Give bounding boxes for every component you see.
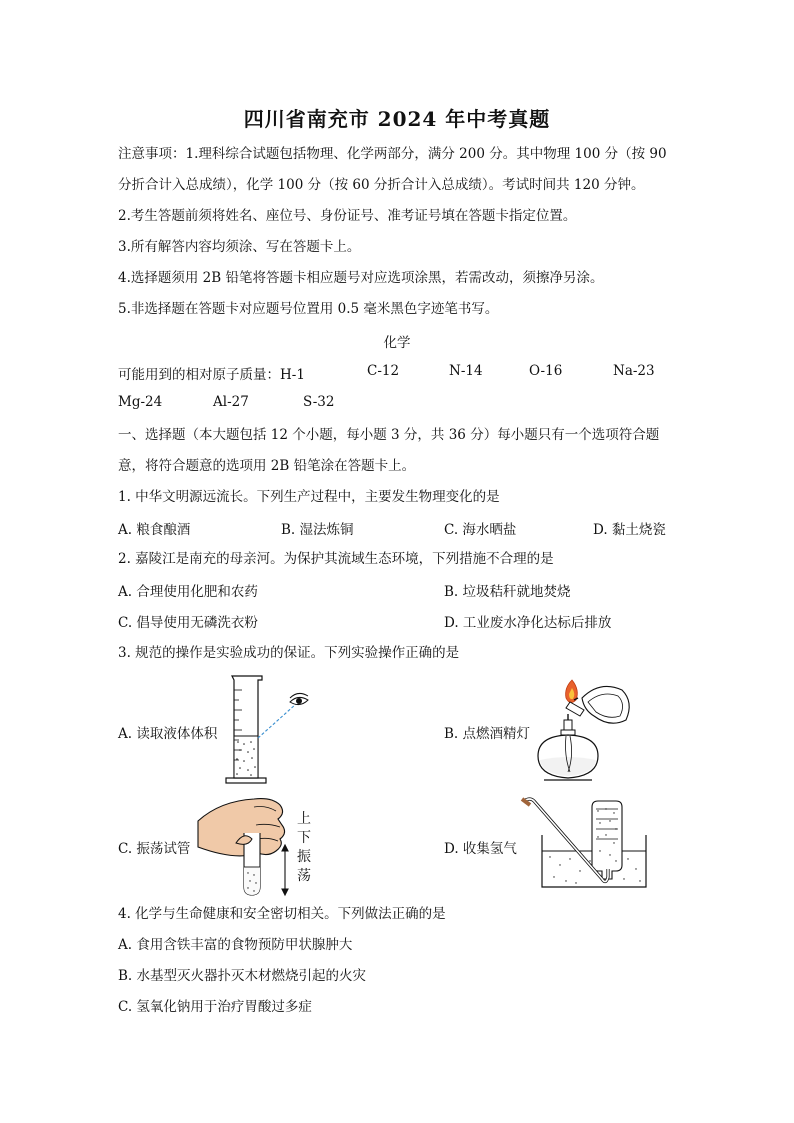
shake-label-1: 上 bbox=[297, 811, 311, 827]
double-arrow-icon bbox=[282, 845, 288, 895]
shake-label-2: 下 bbox=[297, 830, 311, 846]
atomic-mass-n: N-14 bbox=[449, 363, 483, 379]
atomic-mass-o: O-16 bbox=[529, 363, 563, 379]
section-line-1: 一、选择题（本大题包括 12 个小题，每小题 3 分，共 36 分）每小题只有一个选项符合题 bbox=[118, 427, 660, 443]
atomic-mass-label: 可能用到的相对原子质量：H-1 bbox=[118, 367, 305, 383]
notice-item-4: 4.选择题须用 2B 铅笔将答题卡相应题号对应选项涂黑，若需改动，须擦净另涂。 bbox=[118, 270, 604, 286]
q2-option-c: C. 倡导使用无磷洗衣粉 bbox=[118, 615, 258, 631]
q1-option-b: B. 湿法炼铜 bbox=[281, 522, 354, 538]
q3-option-c: C. 振荡试管 bbox=[118, 841, 191, 857]
section-line-2: 意，将符合题意的选项用 2B 铅笔涂在答题卡上。 bbox=[118, 458, 416, 474]
q2-option-d: D. 工业废水净化达标后排放 bbox=[444, 615, 612, 631]
q4-option-c: C. 氢氧化钠用于治疗胃酸过多症 bbox=[118, 999, 312, 1015]
cylinder-reading-figure bbox=[222, 672, 322, 790]
notice-line-1: 注意事项：1.理科综合试题包括物理、化学两部分，满分 200 分。其中物理 100 分（按 90 bbox=[118, 146, 667, 162]
q1-stem: 1. 中华文明源远流长。下列生产过程中，主要发生物理变化的是 bbox=[118, 489, 500, 505]
page-title: 四川省南充市 2024 年中考真题 bbox=[243, 107, 551, 131]
q4-option-a: A. 食用含铁丰富的食物预防甲状腺肿大 bbox=[118, 937, 353, 953]
shake-label-3: 振 bbox=[297, 849, 311, 865]
notice-line-2: 分折合计入总成绩），化学 100 分（按 60 分折合计入总成绩）。考试时间共 120 分钟。 bbox=[118, 177, 645, 193]
atomic-mass-c: C-12 bbox=[367, 363, 400, 379]
q3-option-d: D. 收集氢气 bbox=[444, 841, 517, 857]
q3-stem: 3. 规范的操作是实验成功的保证。下列实验操作正确的是 bbox=[118, 645, 460, 661]
q2-stem: 2. 嘉陵江是南充的母亲河。为保护其流域生态环境，下列措施不合理的是 bbox=[118, 551, 554, 567]
q4-option-b: B. 水基型灭火器扑灭木材燃烧引起的火灾 bbox=[118, 968, 367, 984]
q1-option-a: A. 粮食酿酒 bbox=[118, 522, 191, 538]
q3-option-a: A. 读取液体体积 bbox=[118, 726, 218, 742]
shake-label bbox=[297, 810, 311, 886]
notice-item-5: 5.非选择题在答题卡对应题号位置用 0.5 毫米黑色字迹笔书写。 bbox=[118, 301, 499, 317]
subject-heading: 化学 bbox=[383, 335, 411, 351]
notice-item-2: 2.考生答题前须将姓名、座位号、身份证号、准考证号填在答题卡指定位置。 bbox=[118, 208, 577, 224]
q1-option-d: D. 黏土烧瓷 bbox=[593, 522, 666, 538]
atomic-mass-na: Na-23 bbox=[613, 363, 655, 379]
atomic-mass-al: Al-27 bbox=[213, 394, 249, 410]
shake-label-4: 荡 bbox=[297, 868, 311, 884]
atomic-mass-mg: Mg-24 bbox=[118, 394, 163, 410]
q1-option-c: C. 海水晒盐 bbox=[444, 522, 517, 538]
q2-option-a: A. 合理使用化肥和农药 bbox=[118, 584, 258, 600]
atomic-mass-s: S-32 bbox=[303, 394, 335, 410]
q2-option-b: B. 垃圾秸秆就地焚烧 bbox=[444, 584, 571, 600]
q3-option-b: B. 点燃酒精灯 bbox=[444, 726, 531, 742]
eye-icon bbox=[290, 693, 308, 704]
alcohol-lamp-figure bbox=[530, 676, 650, 784]
q4-stem: 4. 化学与生命健康和安全密切相关。下列做法正确的是 bbox=[118, 906, 446, 922]
notice-item-3: 3.所有解答内容均须涂、写在答题卡上。 bbox=[118, 239, 361, 255]
collect-hydrogen-figure bbox=[520, 795, 650, 893]
